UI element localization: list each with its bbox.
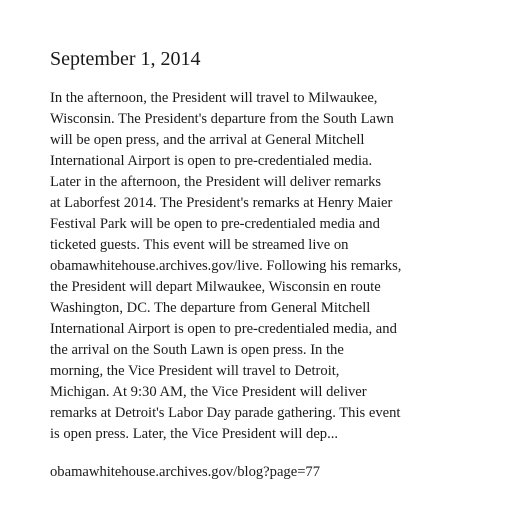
body-line: ticketed guests. This event will be streamed live on: [50, 237, 349, 253]
body-line: is open press. Later, the Vice President will dep...: [50, 426, 339, 442]
source-url: obamawhitehouse.archives.gov/blog?page=77: [50, 464, 321, 480]
body-line: morning, the Vice President will travel to Detroit,: [50, 363, 340, 379]
article-date: September 1, 2014: [50, 48, 201, 70]
body-line: will be open press, and the arrival at General Mitchell: [50, 132, 365, 148]
body-line: Michigan. At 9:30 AM, the Vice President will deliver: [50, 384, 367, 400]
body-line: the President will depart Milwaukee, Wisconsin en route: [50, 279, 381, 295]
body-line: Washington, DC. The departure from General Mitchell: [50, 300, 371, 316]
body-line: In the afternoon, the President will travel to Milwaukee,: [50, 90, 378, 106]
body-line: International Airport is open to pre-credentialed media, and: [50, 321, 397, 337]
body-line: Wisconsin. The President's departure from the South Lawn: [50, 111, 394, 127]
body-line: at Laborfest 2014. The President's remarks at Henry Maier: [50, 195, 393, 211]
article-body: [50, 88, 422, 445]
body-line: remarks at Detroit's Labor Day parade gathering. This event: [50, 405, 401, 421]
body-line: Festival Park will be open to pre-credentialed media and: [50, 216, 380, 232]
body-line: Later in the afternoon, the President will deliver remarks: [50, 174, 382, 190]
body-line: obamawhitehouse.archives.gov/live. Following his remarks,: [50, 258, 402, 274]
body-line: the arrival on the South Lawn is open press. In the: [50, 342, 344, 358]
body-line: International Airport is open to pre-credentialed media.: [50, 153, 373, 169]
